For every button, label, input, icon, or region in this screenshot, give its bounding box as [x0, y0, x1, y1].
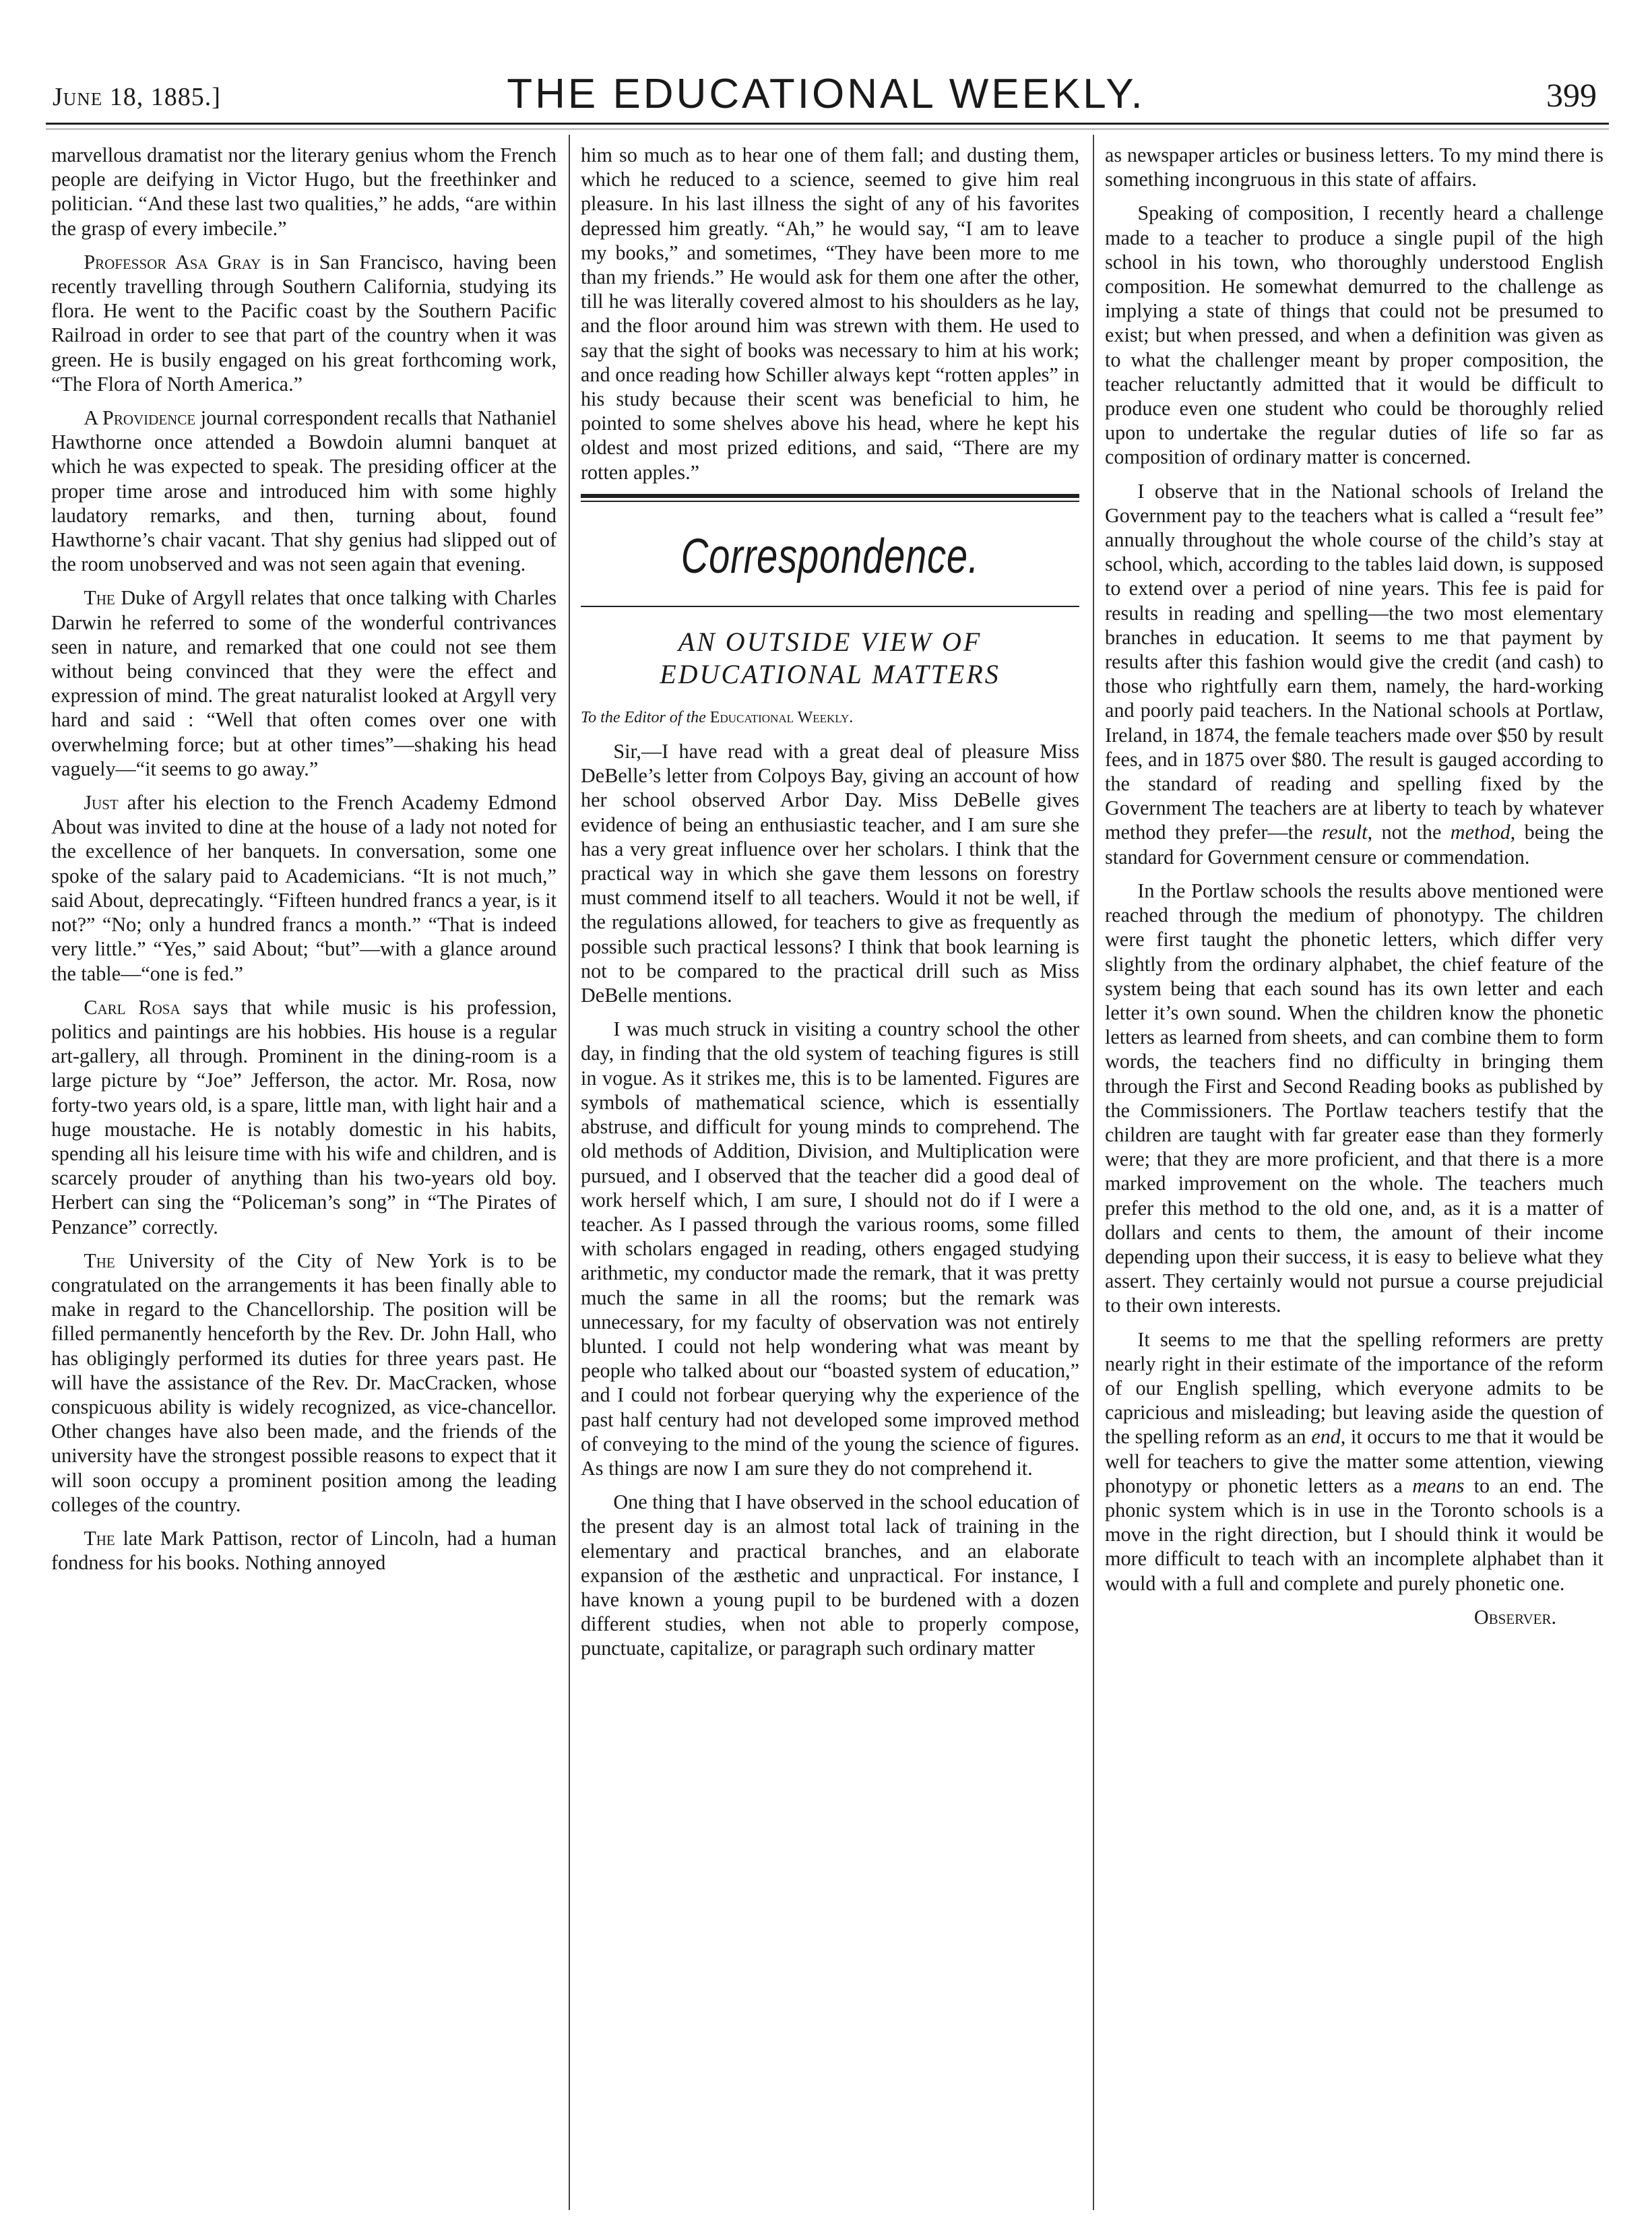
lead-in: Carl Rosa: [84, 995, 181, 1019]
column-divider: [569, 135, 570, 2210]
paragraph: Speaking of composition, I recently heard a challenge made to a teacher to produce a single pupil of the high school in his town, who thoroughly understood English composition. He somewhat demurred to the challenge as implying a state of things that could not be presumed to exist; but when pressed, and when a definition was given as to what the challenger meant by proper composition, the teacher reluctantly admitted that it would be difficult to produce even one student who could be thoroughly relied upon to undertake the regular duties of life so far as composition of ordinary matter is concerned.: [1105, 201, 1603, 469]
column-right: [1105, 143, 1603, 2205]
paragraph: as newspaper articles or business letters. To my mind there is something incongruous in this state of affairs.: [1105, 144, 1603, 191]
paragraph: A Providence journal correspondent recalls that Nathaniel Hawthorne once attended a Bowdoin alumni banquet at which he was expected to speak. The presiding officer at the proper time arose and introduced him with some highly laudatory remarks, and then, turning about, found Hawthorne’s chair vacant. That shy genius had slipped out of the room unobserved and was not seen again that evening.: [51, 406, 557, 576]
paragraph: One thing that I have observed in the school education of the present day is an almost total lack of training in the elementary and practical branches, and an elaborate expansion of the æsthetic and unpractical. For instance, I have known a young pupil to be burdened with a dozen different studies, when not able to properly compose, punctuate, capitalize, or paragraph such ordinary matter: [581, 1490, 1079, 1660]
page-header: [0, 0, 1652, 121]
lead-in: The: [84, 586, 115, 610]
column-divider: [1093, 135, 1094, 2210]
paragraph: Carl Rosa says that while music is his profession, politics and paintings are his hobbies. His house is a regular art-gallery, all through. Prominent in the dining-room is a large picture by “Joe” Jefferson, the actor. Mr. Rosa, now forty-two years old, is a spare, little man, with light hair and a huge moustache. He is notably domestic in his habits, spending all his leisure time with his wife and children, and is scarcely prouder of anything than his two-years old boy. Herbert can sing the “Policeman’s song” in “The Pirates of Penzance” correctly.: [51, 995, 557, 1238]
paragraph: The late Mark Pattison, rector of Lincoln, had a human fondness for his books. Nothing annoyed: [51, 1526, 557, 1575]
paragraph: It seems to me that the spelling reformers are pretty nearly right in their estimate of the importance of the reform of our English spelling, which everyone admits to be capricious and misleading; but leaving aside the question of the spelling reform as an end, it occurs to me that it would be well for teachers to give the matter some attention, viewing phonotypy or phonetic letters as a means to an end. The phonic system which is in use in the Toronto schools is a move in the right direction, but I should think it would be more difficult to teach with an incomplete alphabet than it would with a full and complete and purely phonetic one.: [1105, 1327, 1603, 1595]
paragraph: I was much struck in visiting a country school the other day, in finding that the old system of teaching figures is still in vogue. As it strikes me, this is to be lamented. Figures are symbols of mathematical science, which is essentially abstruse, and difficult for young minds to comprehend. The old methods of Addition, Division, and Multiplication were pursued, and I observed that the teacher did a good deal of work herself which, I am sure, I should not do if I were a teacher. As I passed through the various rooms, some filled with scholars engaged in reading, others engaged studying arithmetic, my conductor made the remark, that it was pretty much the same in all the rooms; but the remark was unnecessary, for my faculty of observation was not entirely blunted. I could not help wondering what was meant by people who talked about our “boasted system of education,” and I could not forbear querying why the experience of the past half century had not developed some improved method of conveying to the mind of the young the science of figures. As things are now I am sure they do not comprehend it.: [581, 1017, 1079, 1480]
section-rule: [581, 606, 1079, 607]
paragraph: him so much as to hear one of them fall; and dusting them, which he reduced to a science, seemed to give him real pleasure. In his last illness the sight of any of his favorites depressed him greatly. “Ah,” he would say, “I am to leave my books,” and sometimes, “They have been more to me than my friends.” He would ask for them one after the other, till he was literally covered almost to his shoulders as he lay, and the floor around him was strewn with them. He used to say that the sight of books was necessary to him at his work; and once reading how Schiller always kept “rotten apples” in his study because their scent was beneficial to him, he pointed to some shelves above his head, where he kept his oldest and most prized editions, and said, “There are my rotten apples.”: [581, 144, 1079, 484]
issue-date: June 18, 1885.]: [53, 83, 221, 111]
section-rule: [581, 494, 1079, 498]
column-middle: [581, 143, 1079, 2205]
page-number: 399: [1546, 76, 1597, 114]
section-rule: [581, 501, 1079, 502]
column-left: [51, 143, 557, 2205]
header-rule: [46, 123, 1609, 129]
paragraph: The University of the City of New York is to be congratulated on the arrangements it has been finally able to make in regard to the Chancellorship. The position will be filled permanently henceforth by the Rev. Dr. John Hall, who has obligingly performed its duties for three years past. He will have the assistance of the Rev. Dr. MacCracken, whose conspicuous ability is widely recognized, as vice-chancellor. Other changes have also been made, and the friends of the university have the strongest possible reasons to expect that it will soon occupy a prominent position among the leading colleges of the country.: [51, 1249, 557, 1516]
paragraph: The Duke of Argyll relates that once talking with Charles Darwin he referred to some of the wonderful contrivances seen in nature, and remarked that one could not see them without being convinced that they were the effect and expression of mind. The great naturalist looked at Argyll very hard and said : “Well that often comes over one with overwhelming force; but at other times”—shaking his head vaguely—“it seems to go away.”: [51, 586, 557, 780]
section-heading: Correspondence.: [680, 529, 980, 584]
lead-in: Providence: [102, 406, 196, 430]
paragraph: Just after his election to the French Academy Edmond About was invited to dine at the house of a lady not noted for the excellence of her banquets. In conversation, some one spoke of the salary paid to Academicians. “It is not much,” said About, deprecatingly. “Fifteen hundred francs a year, is it not?” “No; only a hundred francs a month.” “That is indeed very little.” “Yes,” said About; “but”—with a glance around the table—“one is fed.”: [51, 791, 557, 985]
paragraph: I observe that in the National schools of Ireland the Government pay to the teachers what is called a “result fee” annually throughout the whole course of the child’s stay at school, which, according to the tables laid down, is supposed to extend over a period of nine years. This fee is paid for results in reading and spelling—the two most elementary branches in education. It seems to me that payment by results after this fashion would give the credit (and cash) to those who rightfully earn them, namely, the hard-working and poorly paid teachers. In the National schools at Portlaw, Ireland, in 1874, the female teachers made over $50 by result fees, and in 1875 over $80. The result is gauged according to the standard of reading and spelling fixed by the Government The teachers are at liberty to teach by whatever method they prefer—the result, not the method, being the standard for Government censure or commendation.: [1105, 479, 1603, 869]
paragraph: Sir,—I have read with a great deal of pleasure Miss DeBelle’s letter from Colpoys Bay, giving an account of how her school observed Arbor Day. Miss DeBelle gives evidence of being an enthusiastic teacher, and I am sure she has a very great influence over her scholars. I think that the practical way in which she gave them lessons on forestry must commend itself to all teachers. Would it not be well, if the regulations allowed, for teachers to give as frequently as possible such practical lessons? I think that book learning is not to be compared to the practical drill such as Miss DeBelle mentions.: [581, 740, 1079, 1007]
lead-in: The: [84, 1249, 115, 1272]
paragraph: In the Portlaw schools the results above mentioned were reached through the medium of phonotypy. The children were first taught the phonetic letters, which differ very slightly from the ordinary alphabet, the chief feature of the system being that each sound has its own letter and each letter it’s own sound. When the children know the phonetic letters as learned from sheets, and can combine them to form words, the teachers find no difficulty in bringing them through the First and Second Reading books as published by the Commissioners. The Portlaw teachers testify that the children are taught with far greater ease than they formerly were; that they are more proficient, and that there is a more marked improvement on the whole. The teachers much prefer this method to the old one, and, as it is a matter of dollars and cents to them, the amount of their income depending upon their success, it is easy to believe what they assert. They certainly would not pursue a course prejudicial to their own interests.: [1105, 879, 1603, 1317]
lead-in: The: [84, 1526, 115, 1550]
signature: Observer.: [1473, 1605, 1556, 1629]
salutation-line: To the Editor of the Educational Weekly.: [581, 708, 854, 726]
lead-in: Just: [84, 791, 119, 815]
article-title: AN OUTSIDE VIEW OF EDUCATIONAL MATTERS: [660, 626, 1000, 689]
paragraph: Professor Asa Gray is in San Francisco, having been recently travelling through Southern California, studying its flora. He went to the Pacific coast by the Southern Pacific Railroad in order to see that part of the country when it was green. He is busily engaged on his great forthcoming work, “The Flora of North America.”: [51, 250, 557, 396]
publication-title: THE EDUCATIONAL WEEKLY.: [507, 71, 1145, 117]
paragraph: marvellous dramatist nor the literary genius whom the French people are deifying in Victor Hugo, but the freethinker and politician. “And these last two qualities,” he adds, “are within the grasp of every imbecile.”: [51, 144, 557, 240]
lead-in: Professor Asa Gray: [84, 250, 261, 274]
